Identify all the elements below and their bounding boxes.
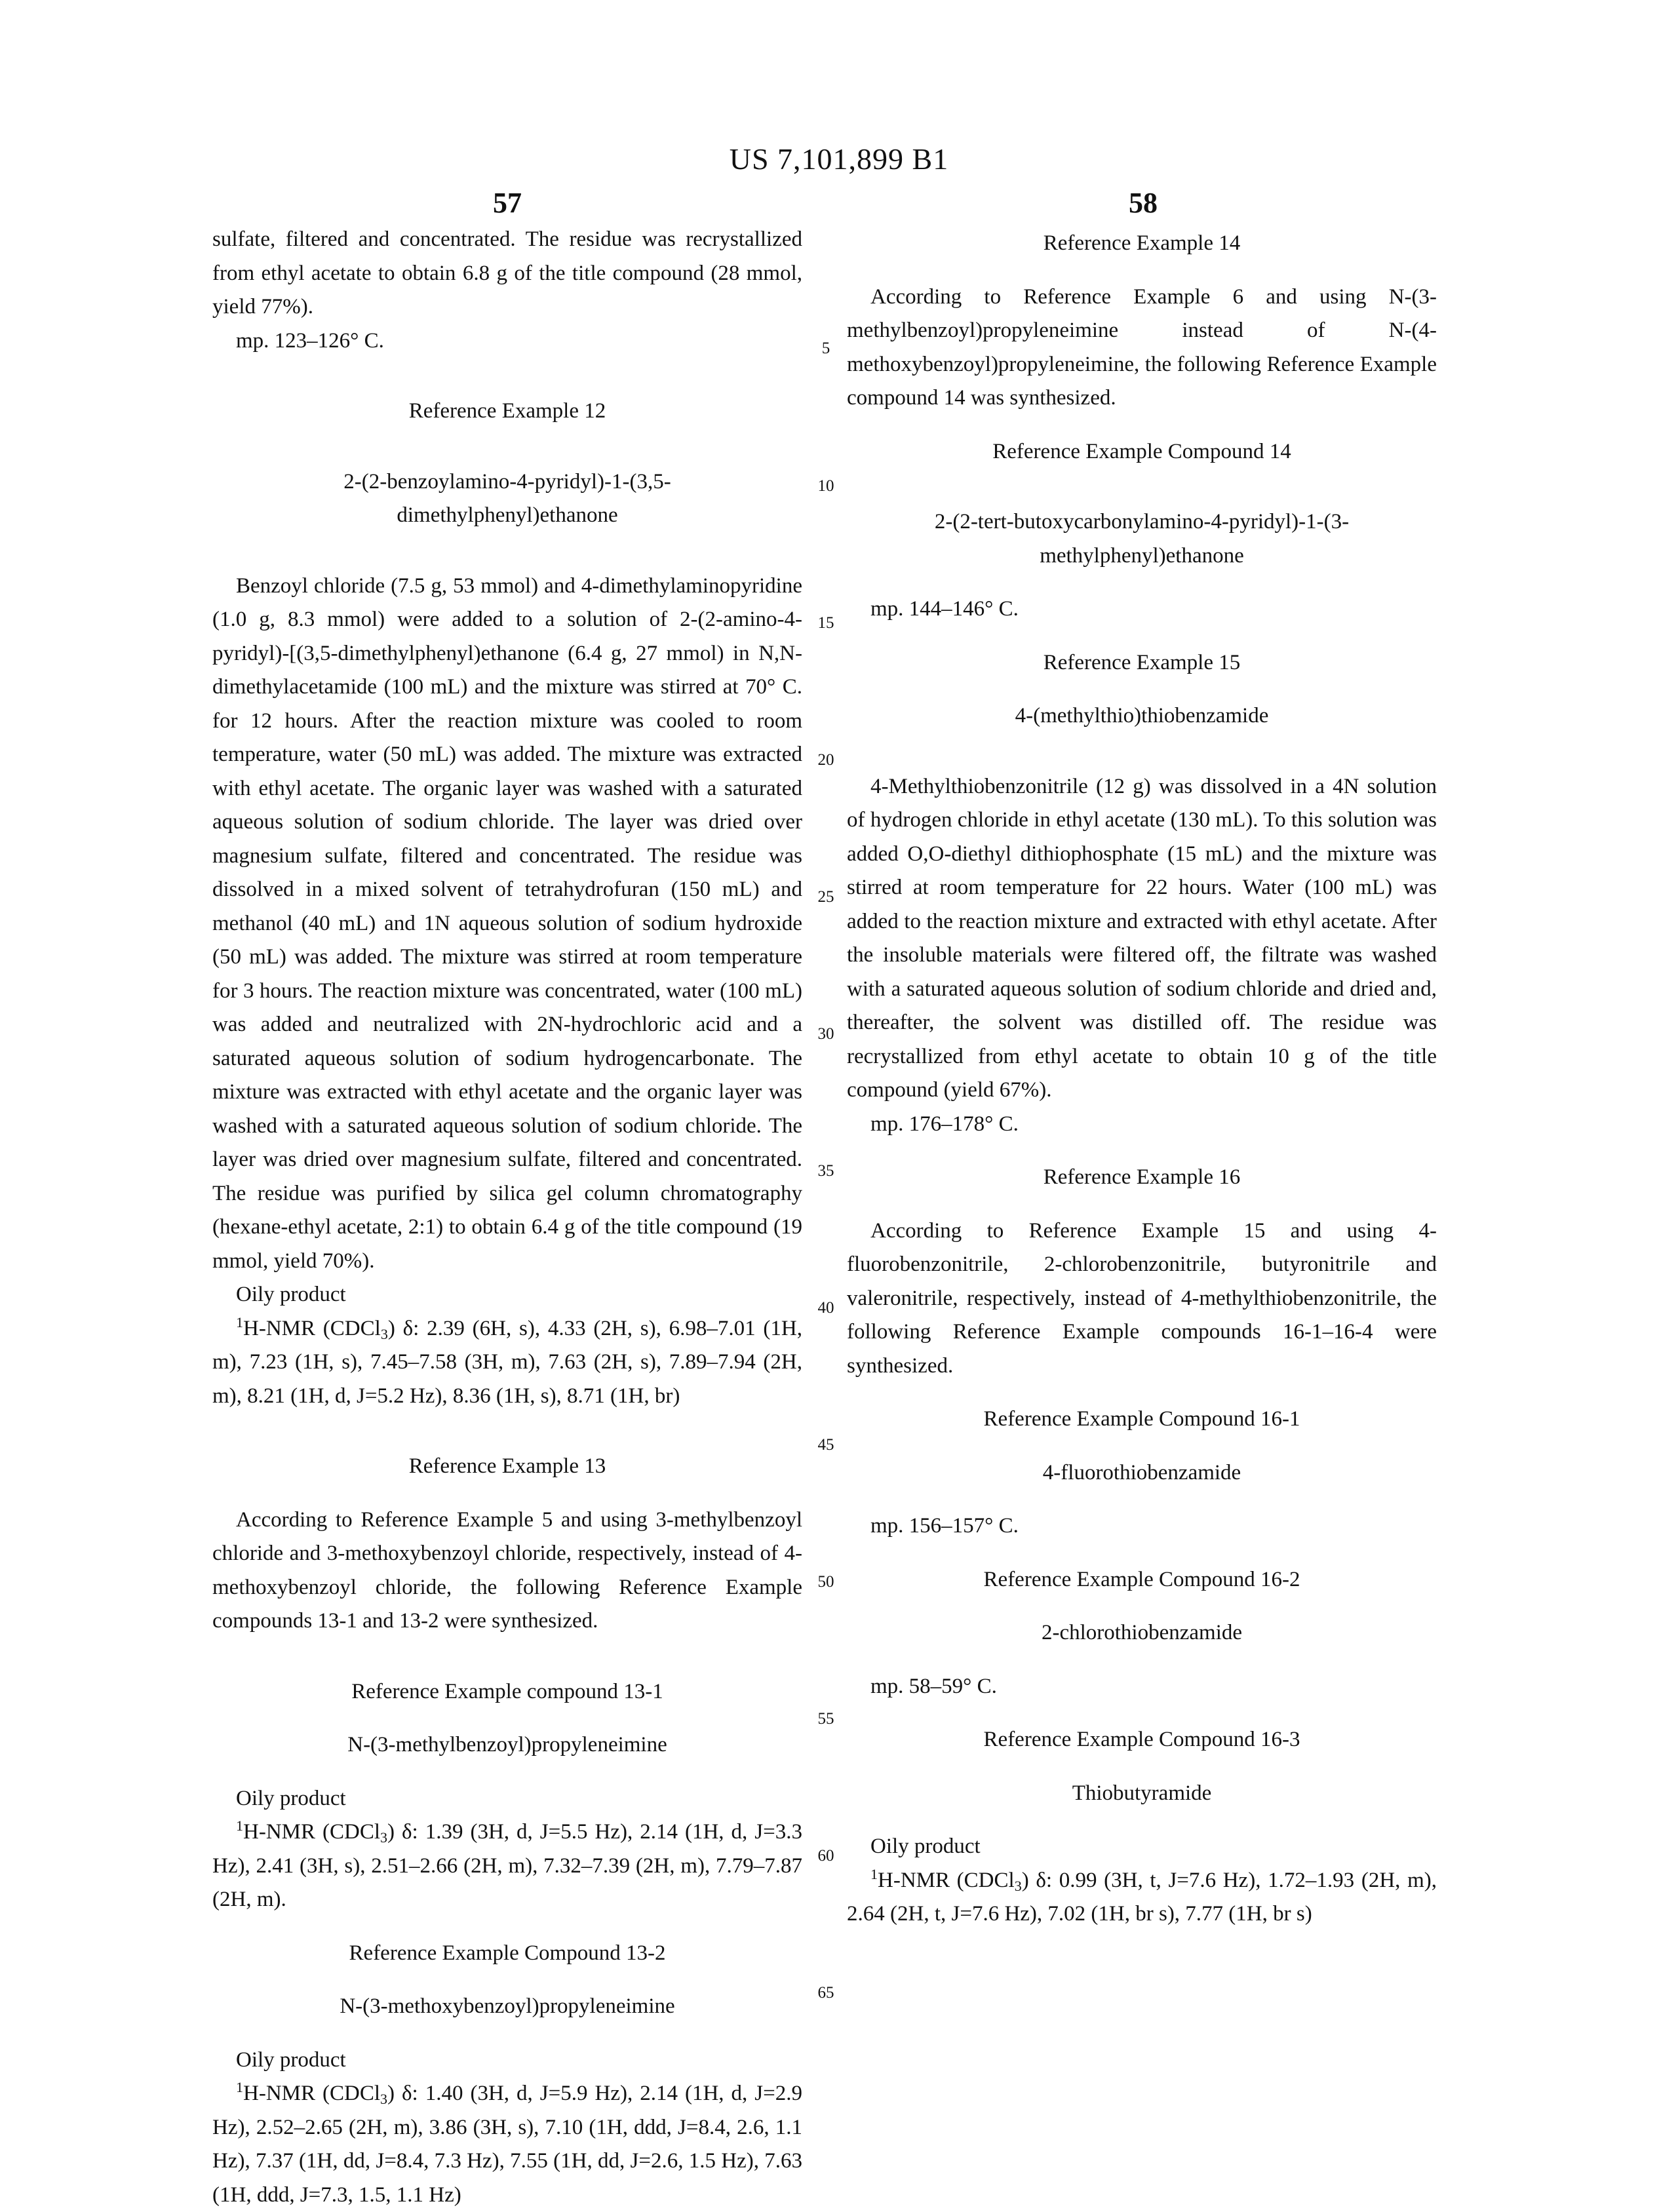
line-number: 15 <box>813 614 839 632</box>
compound-heading: Reference Example Compound 16-3 <box>847 1723 1437 1757</box>
compound-name: 2-(2-tert-butoxycarbonylamino-4-pyridyl)-1-(3-methylphenyl)ethanone <box>847 505 1437 573</box>
product-state: Oily product <box>212 1278 802 1312</box>
paragraph: 4-Methylthiobenzonitrile (12 g) was dissolved in a 4N solution of hydrogen chloride in ethyl acetate (130 mL). To this solution was added O,O-diethyl dithiophosphate (15 mL) and the mixture was stirred at room temperature for 22 hours. Water (100 mL) was added to the reaction mixture and extracted with ethyl acetate. After the insoluble materials were filtered off, the filtrate was washed with a saturated aqueous solution of sodium chloride and dried and, thereafter, the solvent was distilled off. The residue was recrystallized from ethyl acetate to obtain 10 g of the title compound (yield 67%). <box>847 770 1437 1108</box>
line-number: 20 <box>813 751 839 769</box>
nmr-data: 1H-NMR (CDCl3) δ: 1.40 (3H, d, J=5.9 Hz), 2.14 (1H, d, J=2.9 Hz), 2.52–2.65 (2H, m), 3.86 (3H, s), 7.10 (1H, ddd, J=8.4, 2.6, 1.1 Hz), 7.37 (1H, dd, J=8.4, 7.3 Hz), 7.55 (1H, dd, J=2.6, 1.5 Hz), 7.63 (1H, ddd, J=7.3, 1.5, 1.1 Hz) <box>212 2077 802 2212</box>
line-number: 5 <box>813 340 839 358</box>
line-number: 55 <box>813 1710 839 1728</box>
product-state: Oily product <box>212 1782 802 1816</box>
line-number: 40 <box>813 1299 839 1317</box>
paragraph: According to Reference Example 15 and using 4-fluorobenzonitrile, 2-chlorobenzonitrile, butyronitrile and valeronitrile, respectively, instead of 4-methylthiobenzonitrile, the following Reference Example compounds 16-1–16-4 were synthesized. <box>847 1214 1437 1384</box>
nmr-data: 1H-NMR (CDCl3) δ: 1.39 (3H, d, J=5.5 Hz), 2.14 (1H, d, J=3.3 Hz), 2.41 (3H, s), 2.51–2.66 (2H, m), 7.32–7.39 (2H, m), 7.79–7.87 (2H, m). <box>212 1815 802 1917</box>
melting-point: mp. 144–146° C. <box>847 592 1437 627</box>
paragraph: According to Reference Example 6 and using N-(3-methylbenzoyl)propyleneimine instead of N-(4-methoxybenzoyl)propyleneimine, the following Reference Example compound 14 was synthesized. <box>847 281 1437 416</box>
compound-heading: Reference Example Compound 16-1 <box>847 1403 1437 1437</box>
nmr-data: 1H-NMR (CDCl3) δ: 2.39 (6H, s), 4.33 (2H, s), 6.98–7.01 (1H, m), 7.23 (1H, s), 7.45–7.58 (3H, m), 7.63 (2H, s), 7.89–7.94 (2H, m), 8.21 (1H, d, J=5.2 Hz), 8.36 (1H, s), 8.71 (1H, br) <box>212 1312 802 1414</box>
melting-point: mp. 156–157° C. <box>847 1509 1437 1543</box>
section-heading: Reference Example 16 <box>847 1161 1437 1195</box>
paragraph: Benzoyl chloride (7.5 g, 53 mmol) and 4-dimethylaminopyridine (1.0 g, 8.3 mmol) were added to a solution of 2-(2-amino-4-pyridyl)-[(3,5-dimethylphenyl)ethanone (6.4 g, 27 mmol) in N,N-dimethylacetamide (100 mL) and the mixture was stirred at 70° C. for 12 hours. After the reaction mixture was cooled to room temperature, water (50 mL) was added. The mixture was extracted with ethyl acetate. The organic layer was washed with a saturated aqueous solution of sodium chloride. The layer was dried over magnesium sulfate, filtered and concentrated. The residue was dissolved in a mixed solvent of tetrahydrofuran (150 mL) and methanol (40 mL) and 1N aqueous solution of sodium hydroxide (50 mL) was added. The mixture was stirred at room temperature for 3 hours. The reaction mixture was concentrated, water (100 mL) was added and neutralized with 2N-hydrochloric acid and a saturated aqueous solution of sodium hydrogencarbonate. The mixture was extracted with ethyl acetate and the organic layer was washed with a saturated aqueous solution of sodium chloride. The layer was dried over magnesium sulfate, filtered and concentrated. The residue was purified by silica gel column chromatography (hexane-ethyl acetate, 2:1) to obtain 6.4 g of the title compound (19 mmol, yield 70%). <box>212 570 802 1279</box>
section-heading: Reference Example 15 <box>847 646 1437 680</box>
left-page-number: 57 <box>442 186 573 220</box>
section-heading: Reference Example 12 <box>212 395 802 429</box>
line-number: 50 <box>813 1573 839 1591</box>
compound-name: 2-(2-benzoylamino-4-pyridyl)-1-(3,5-dimethylphenyl)ethanone <box>212 465 802 533</box>
line-number: 60 <box>813 1847 839 1865</box>
right-page-number: 58 <box>1078 186 1209 220</box>
compound-name: 4-(methylthio)thiobenzamide <box>847 699 1437 733</box>
nmr-data: 1H-NMR (CDCl3) δ: 0.99 (3H, t, J=7.6 Hz), 1.72–1.93 (2H, m), 2.64 (2H, t, J=7.6 Hz), 7.02 (1H, br s), 7.77 (1H, br s) <box>847 1864 1437 1931</box>
paragraph: According to Reference Example 5 and using 3-methylbenzoyl chloride and 3-methoxybenzoyl chloride, respectively, instead of 4-methoxybenzoyl chloride, the following Reference Example compounds 13-1 and 13-2 were synthesized. <box>212 1504 802 1639</box>
product-state: Oily product <box>847 1830 1437 1864</box>
compound-name: 2-chlorothiobenzamide <box>847 1616 1437 1650</box>
paragraph: sulfate, filtered and concentrated. The residue was recrystallized from ethyl acetate to obtain 6.8 g of the title compound (28 mmol, yield 77%). <box>212 223 802 324</box>
line-number: 30 <box>813 1025 839 1043</box>
line-number: 10 <box>813 477 839 495</box>
melting-point: mp. 123–126° C. <box>212 324 802 359</box>
line-number: 35 <box>813 1162 839 1180</box>
compound-heading: Reference Example Compound 16-2 <box>847 1563 1437 1597</box>
compound-name: N-(3-methylbenzoyl)propyleneimine <box>212 1728 802 1762</box>
compound-name: Thiobutyramide <box>847 1777 1437 1811</box>
section-heading: Reference Example 13 <box>212 1450 802 1484</box>
line-number: 65 <box>813 1984 839 2002</box>
compound-heading: Reference Example Compound 14 <box>847 435 1437 469</box>
right-column <box>847 227 1437 1931</box>
melting-point: mp. 58–59° C. <box>847 1670 1437 1704</box>
patent-number: US 7,101,899 B1 <box>0 142 1678 176</box>
compound-heading: Reference Example Compound 13-2 <box>212 1937 802 1971</box>
line-number: 25 <box>813 888 839 906</box>
compound-name: N-(3-methoxybenzoyl)propyleneimine <box>212 1990 802 2024</box>
compound-name: 4-fluorothiobenzamide <box>847 1456 1437 1490</box>
line-number: 45 <box>813 1436 839 1454</box>
melting-point: mp. 176–178° C. <box>847 1108 1437 1142</box>
compound-heading: Reference Example compound 13-1 <box>212 1675 802 1709</box>
left-column <box>212 223 802 2212</box>
product-state: Oily product <box>212 2044 802 2078</box>
section-heading: Reference Example 14 <box>847 227 1437 261</box>
